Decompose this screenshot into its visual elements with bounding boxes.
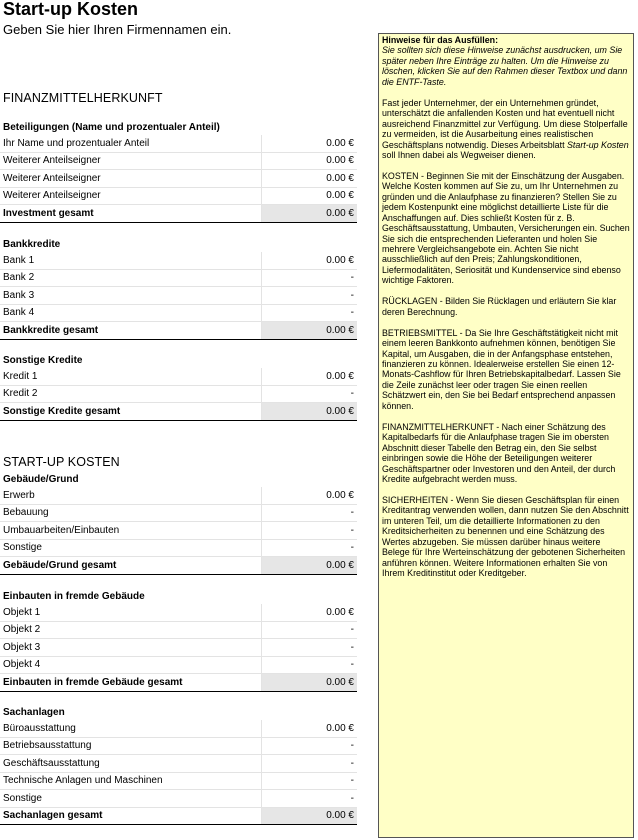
table-row — [0, 368, 357, 385]
row-value[interactable]: - — [262, 772, 358, 790]
notes-working-capital: BETRIEBSMITTEL - Da Sie Ihre Geschäftstätigkeit nicht mit einem leeren Bankkonto aufnehmen können, benötigen Sie Kapital, um Ausgaben, die in der Anfangsphase entstehen, finanzieren zu können. Idealerweise erstellen Sie einen 12-Monats-Cashflow für Ihren Betriebskapitalbedarf. Lassen Sie die Zeile zunächst leer oder tragen Sie einen reellen Schätzwert ein, den Sie bei Bedarf entsprechend anpassen können. — [382, 327, 621, 411]
notes-collateral: SICHERHEITEN - Wenn Sie diesen Geschäftsplan für einen Kreditantrag verwenden wollen, dann nutzen Sie den Abschnitt im unteren Teil, um die detaillierte Informationen zu den Kreditsicherheiten zu benennen und eine Schätzung des Wertes abzugeben. Sie müssen darüber hinaus weitere Belege für Ihre Werteinschätzung der gebotenen Sicherheiten anführen können. Weitere Informationen erhalten Sie von Ihrem Kreditinstitut oder Kreditgeber. — [382, 494, 629, 579]
group-title-bank-loans: Bankkredite — [3, 239, 61, 250]
row-label[interactable]: Umbauarbeiten/Einbauten — [0, 522, 262, 540]
row-label[interactable]: Objekt 4 — [0, 656, 262, 674]
table-row — [0, 539, 357, 557]
row-label[interactable]: Technische Anlagen und Maschinen — [0, 772, 262, 790]
total-row — [0, 674, 357, 692]
group-title-fixed-assets: Sachanlagen — [3, 707, 65, 718]
group-title-equity: Beteiligungen (Name und prozentualer Anteil) — [3, 122, 220, 133]
row-label[interactable]: Bebauung — [0, 504, 262, 522]
table-row — [0, 385, 357, 403]
row-label[interactable]: Kredit 2 — [0, 385, 262, 403]
table-row — [0, 790, 357, 808]
total-label: Bankkredite gesamt — [0, 322, 262, 340]
row-value[interactable]: 0.00 € — [262, 720, 358, 737]
group-title-other-loans: Sonstige Kredite — [3, 355, 83, 366]
total-label: Einbauten in fremde Gebäude gesamt — [0, 674, 262, 692]
row-value[interactable]: - — [262, 737, 358, 755]
bank-loans-table — [0, 252, 357, 340]
row-label[interactable]: Geschäftsausstattung — [0, 755, 262, 773]
page-title: Start-up Kosten — [3, 0, 138, 19]
row-label[interactable]: Kredit 1 — [0, 368, 262, 385]
leasehold-table — [0, 604, 357, 692]
total-label: Sachanlagen gesamt — [0, 807, 262, 825]
table-row — [0, 504, 357, 522]
row-value[interactable]: - — [262, 522, 358, 540]
row-value[interactable]: 0.00 € — [262, 252, 358, 269]
row-label[interactable]: Erwerb — [0, 487, 262, 504]
total-label: Gebäude/Grund gesamt — [0, 557, 262, 575]
table-row — [0, 487, 357, 504]
row-label[interactable]: Betriebsausstattung — [0, 737, 262, 755]
table-row — [0, 522, 357, 540]
total-label: Sonstige Kredite gesamt — [0, 403, 262, 421]
notes-intro: Sie sollten sich diese Hinweise zunächst ausdrucken, um Sie später neben Ihre Einträge zu halten. Um die Hinweise zu löschen, klicken Sie auf den Rahmen dieser Textbox und dann die ENTF-Taste. — [382, 45, 628, 87]
table-row — [0, 187, 357, 205]
row-value[interactable]: 0.00 € — [262, 152, 358, 170]
table-row — [0, 720, 357, 737]
row-label[interactable]: Objekt 2 — [0, 621, 262, 639]
notes-paragraph — [382, 98, 630, 161]
notes-costs: KOSTEN - Beginnen Sie mit der Einschätzung der Ausgaben. Welche Kosten kommen auf Sie zu, um Ihr Unternehmen zu gründen und die Anlaufphase zu finanzieren? Stellen Sie zu jedem Kostenpunkt eine möglichst detaillierte Liste für die Anschaffungen auf. Dies schließt Kosten für z. B. Geschäftsausstattung, Umbauten, Versicherungen ein. Suchen Sie sich die entsprechenden Lieferanten und holen Sie mehrere Vergleichsangebote ein. Achten Sie nicht ausschließlich auf den Preis; Zahlungskonditionen, Liefermodalitäten, Seriosität und Kundenservice sind ebenso wichtige Faktoren. — [382, 170, 630, 286]
row-label[interactable]: Sonstige — [0, 790, 262, 808]
total-value[interactable]: 0.00 € — [262, 807, 358, 825]
row-label[interactable]: Objekt 3 — [0, 639, 262, 657]
group-title-building: Gebäude/Grund — [3, 474, 79, 485]
row-label[interactable]: Weiterer Anteilseigner — [0, 187, 262, 205]
row-label[interactable]: Bank 3 — [0, 287, 262, 305]
table-row — [0, 755, 357, 773]
notes-reserves: RÜCKLAGEN - Bilden Sie Rücklagen und erläutern Sie klar deren Berechnung. — [382, 296, 617, 317]
row-label[interactable]: Objekt 1 — [0, 604, 262, 621]
notes-heading: Hinweise für das Ausfüllen: — [382, 35, 499, 45]
row-value[interactable]: 0.00 € — [262, 170, 358, 188]
row-value[interactable]: 0.00 € — [262, 604, 358, 621]
section-heading-funding: FINANZMITTELHERKUNFT — [3, 91, 163, 105]
table-row — [0, 135, 357, 152]
group-title-leasehold: Einbauten in fremde Gebäude — [3, 591, 145, 602]
row-label[interactable]: Ihr Name und prozentualer Anteil — [0, 135, 262, 152]
row-value[interactable]: - — [262, 304, 358, 322]
equity-table — [0, 135, 357, 223]
row-value[interactable]: - — [262, 790, 358, 808]
notes-text: Fast jeder Unternehmer, der ein Unternehmen gründet, unterschätzt die anfallenden Kosten und hat eventuell nicht ausreichend Finanzmittel zur Verfügung. Um diese Stolperfalle zu vermeiden, ist die Ausarbeitung eines realistischen Geschäftsplans notwendig. Dieses Arbeitsblatt — [382, 97, 628, 150]
table-row — [0, 152, 357, 170]
row-value[interactable]: - — [262, 385, 358, 403]
row-value[interactable]: 0.00 € — [262, 368, 358, 385]
total-value[interactable]: 0.00 € — [262, 205, 358, 223]
row-value[interactable]: - — [262, 639, 358, 657]
table-row — [0, 656, 357, 674]
table-row — [0, 287, 357, 305]
table-row — [0, 737, 357, 755]
table-row — [0, 269, 357, 287]
row-value[interactable]: - — [262, 287, 358, 305]
table-row — [0, 639, 357, 657]
table-row — [0, 170, 357, 188]
total-row — [0, 205, 357, 223]
instructions-textbox[interactable] — [378, 33, 634, 838]
row-label[interactable]: Bank 1 — [0, 252, 262, 269]
company-name-cell[interactable]: Geben Sie hier Ihren Firmennamen ein. — [3, 22, 232, 37]
table-row — [0, 604, 357, 621]
total-value[interactable]: 0.00 € — [262, 322, 358, 340]
row-value[interactable]: 0.00 € — [262, 487, 358, 504]
row-value[interactable]: 0.00 € — [262, 187, 358, 205]
total-value[interactable]: 0.00 € — [262, 674, 358, 692]
notes-text: soll Ihnen dabei als Wegweiser dienen. — [382, 149, 536, 160]
row-value[interactable]: - — [262, 621, 358, 639]
total-row — [0, 403, 357, 421]
total-value[interactable]: 0.00 € — [262, 403, 358, 421]
row-value[interactable]: - — [262, 656, 358, 674]
row-value[interactable]: 0.00 € — [262, 135, 358, 152]
row-value[interactable]: - — [262, 269, 358, 287]
row-label[interactable]: Weiterer Anteilseigner — [0, 152, 262, 170]
table-row — [0, 772, 357, 790]
total-row — [0, 557, 357, 575]
row-label[interactable]: Sonstige — [0, 539, 262, 557]
building-table — [0, 487, 357, 575]
table-row — [0, 304, 357, 322]
fixed-assets-table — [0, 720, 357, 825]
notes-emphasis: Start-up Kosten — [567, 139, 629, 150]
table-row — [0, 621, 357, 639]
row-label[interactable]: Bank 4 — [0, 304, 262, 322]
row-label[interactable]: Weiterer Anteilseigner — [0, 170, 262, 188]
row-label[interactable]: Büroausstattung — [0, 720, 262, 737]
notes-funding-sources: FINANZMITTELHERKUNFT - Nach einer Schätzung des Kapitalbedarfs für die Anlaufphase tragen Sie im obersten Abschnitt dieser Tabelle den Betrag ein, den Sie selbst einbringen sowie die Höhe der Beteiligungen weiterer Geschäftspartner oder Investoren und den Anteil, der durch Kredite aufgebracht werden muss. — [382, 421, 616, 484]
total-row — [0, 322, 357, 340]
section-heading-startup-costs: START-UP KOSTEN — [3, 455, 120, 469]
table-row — [0, 252, 357, 269]
row-label[interactable]: Bank 2 — [0, 269, 262, 287]
row-value[interactable]: - — [262, 504, 358, 522]
other-loans-table — [0, 368, 357, 421]
total-value[interactable]: 0.00 € — [262, 557, 358, 575]
row-value[interactable]: - — [262, 539, 358, 557]
total-row — [0, 807, 357, 825]
total-label: Investment gesamt — [0, 205, 262, 223]
row-value[interactable]: - — [262, 755, 358, 773]
